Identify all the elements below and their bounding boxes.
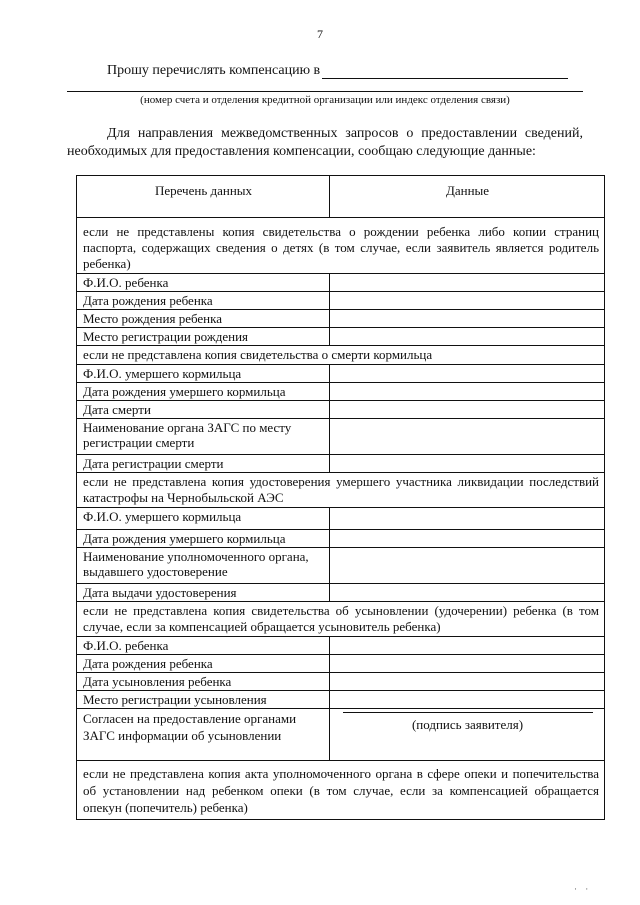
table-row bbox=[77, 673, 605, 691]
field-label: Место регистрации рождения bbox=[77, 328, 330, 346]
field-label: Дата регистрации смерти bbox=[77, 455, 330, 473]
payment-request bbox=[107, 59, 587, 79]
section-note-row bbox=[77, 218, 605, 274]
signature-cell[interactable] bbox=[330, 709, 605, 761]
field-value[interactable] bbox=[330, 401, 605, 419]
field-value[interactable] bbox=[330, 655, 605, 673]
payment-destination-field[interactable] bbox=[322, 64, 568, 79]
table-row bbox=[77, 401, 605, 419]
section-note-row bbox=[77, 761, 605, 820]
field-label: Наименование уполномоченного органа, выдавшего удостоверение bbox=[77, 548, 330, 584]
table-row bbox=[77, 365, 605, 383]
signature-caption: (подпись заявителя) bbox=[411, 717, 524, 732]
table-row bbox=[77, 383, 605, 401]
field-value[interactable] bbox=[330, 274, 605, 292]
section-note: если не представлена копия удостоверения умершего участника ликвидации последствий катастрофы на Чернобыльской АЭС bbox=[77, 473, 605, 508]
table-row bbox=[77, 548, 605, 584]
table-row bbox=[77, 655, 605, 673]
section-note-row bbox=[77, 602, 605, 637]
table-row bbox=[77, 508, 605, 530]
account-number-field[interactable] bbox=[67, 91, 583, 92]
field-label: Дата рождения ребенка bbox=[77, 292, 330, 310]
field-label: Дата рождения ребенка bbox=[77, 655, 330, 673]
field-label: Ф.И.О. умершего кормильца bbox=[77, 365, 330, 383]
payment-request-text: Прошу перечислять компенсацию в bbox=[107, 63, 321, 78]
table-row bbox=[77, 419, 605, 455]
header-data-list: Перечень данных bbox=[77, 176, 330, 218]
field-label: Дата усыновления ребенка bbox=[77, 673, 330, 691]
section-note-row bbox=[77, 473, 605, 508]
table-row bbox=[77, 310, 605, 328]
field-value[interactable] bbox=[330, 584, 605, 602]
field-label: Место рождения ребенка bbox=[77, 310, 330, 328]
page-number: 7 bbox=[317, 27, 323, 41]
field-label: Ф.И.О. умершего кормильца bbox=[77, 508, 330, 530]
field-label: Ф.И.О. ребенка bbox=[77, 274, 330, 292]
table-row bbox=[77, 530, 605, 548]
table-header-row bbox=[77, 176, 605, 218]
table-row bbox=[77, 292, 605, 310]
field-value[interactable] bbox=[330, 310, 605, 328]
field-value[interactable] bbox=[330, 455, 605, 473]
field-value[interactable] bbox=[330, 365, 605, 383]
table-row bbox=[77, 691, 605, 709]
section-note: если не представлены копия свидетельства о рождении ребенка либо копии страниц паспорта, содержащих сведения о детях (в том случае, если заявитель является родитель ребенка) bbox=[77, 218, 605, 274]
intro-paragraph: Для направления межведомственных запросов о предоставлении сведений, необходимых для предоставления компенсации, сообщаю следующие данные: bbox=[67, 126, 583, 159]
table-row bbox=[77, 637, 605, 655]
account-caption: (номер счета и отделения кредитной организации или индекс отделения связи) bbox=[140, 94, 510, 106]
field-label: Дата смерти bbox=[77, 401, 330, 419]
field-value[interactable] bbox=[330, 530, 605, 548]
section-note: если не представлена копия свидетельства о смерти кормильца bbox=[77, 346, 605, 365]
field-value[interactable] bbox=[330, 548, 605, 584]
consent-text: Согласен на предоставление органами ЗАГС информации об усыновлении bbox=[77, 709, 330, 761]
header-data: Данные bbox=[330, 176, 605, 218]
corner-mark: · · bbox=[574, 884, 592, 894]
field-label: Дата рождения умершего кормильца bbox=[77, 530, 330, 548]
table-row bbox=[77, 328, 605, 346]
data-table bbox=[76, 175, 605, 820]
field-value[interactable] bbox=[330, 292, 605, 310]
field-label: Дата рождения умершего кормильца bbox=[77, 383, 330, 401]
field-value[interactable] bbox=[330, 673, 605, 691]
field-label: Наименование органа ЗАГС по месту регистрации смерти bbox=[77, 419, 330, 455]
field-label: Дата выдачи удостоверения bbox=[77, 584, 330, 602]
table-row bbox=[77, 274, 605, 292]
field-value[interactable] bbox=[330, 383, 605, 401]
field-value[interactable] bbox=[330, 691, 605, 709]
field-value[interactable] bbox=[330, 637, 605, 655]
field-label: Место регистрации усыновления bbox=[77, 691, 330, 709]
section-note: если не представлена копия свидетельства об усыновлении (удочерении) ребенка (в том случае, если за компенсацией обращается усыновитель ребенка) bbox=[77, 602, 605, 637]
table-row bbox=[77, 455, 605, 473]
signature-line[interactable] bbox=[343, 710, 593, 713]
field-value[interactable] bbox=[330, 508, 605, 530]
consent-row bbox=[77, 709, 605, 761]
section-note: если не представлена копия акта уполномоченного органа в сфере опеки и попечительства об установлении над ребенком опеки (в том случае, если за компенсацией обращается опекун (попечитель) ребенка) bbox=[77, 761, 605, 820]
table-row bbox=[77, 584, 605, 602]
section-note-row bbox=[77, 346, 605, 365]
field-value[interactable] bbox=[330, 419, 605, 455]
field-label: Ф.И.О. ребенка bbox=[77, 637, 330, 655]
field-value[interactable] bbox=[330, 328, 605, 346]
